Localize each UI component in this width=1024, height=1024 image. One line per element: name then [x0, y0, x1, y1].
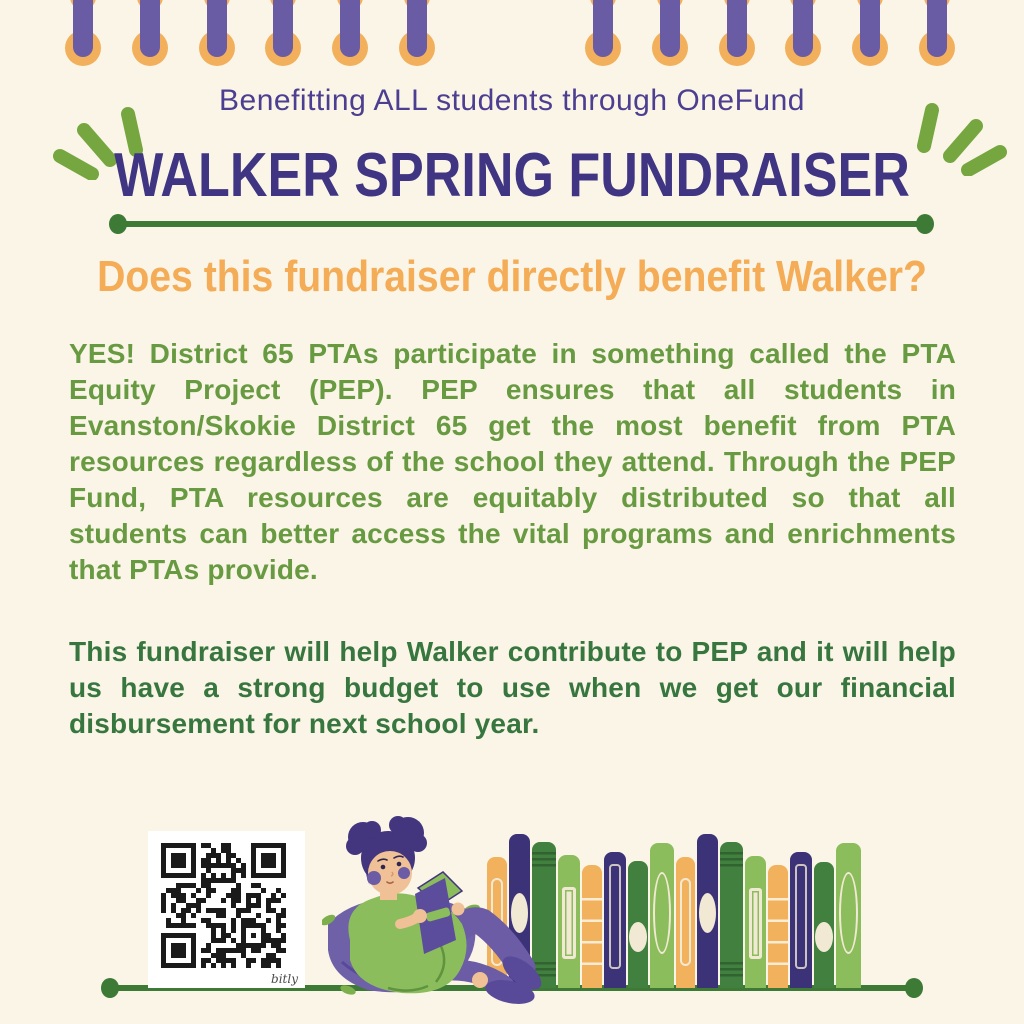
binding-pin: [919, 0, 955, 70]
binding-pin: [399, 0, 435, 70]
book-spine: [676, 857, 695, 988]
question-heading: Does this fundraiser directly benefit Walker?: [97, 252, 927, 301]
book-spine: [814, 862, 834, 988]
bitly-logo: bitly: [271, 972, 298, 986]
binding-pin: [719, 0, 755, 70]
binding-pin: [585, 0, 621, 70]
book-spine: [628, 861, 648, 988]
qr-code: [148, 831, 305, 988]
flyer-title: WALKER SPRING FUNDRAISER: [114, 141, 910, 210]
book-spine: [745, 856, 766, 988]
book-spine: [604, 852, 626, 988]
binding-pin: [652, 0, 688, 70]
book-spine: [720, 842, 743, 988]
reading-girl-illustration: [322, 812, 568, 1008]
binding-pin: [332, 0, 368, 70]
book-spine: [582, 865, 602, 988]
book-spine: [650, 843, 674, 988]
binding-pin: [785, 0, 821, 70]
body-paragraph-pep: YES! District 65 PTAs participate in something called the PTA Equity Project (PEP). PEP ensures that all students in Evanston/Skokie District 65 get the most benefit from PTA resources regardless of the school they attend. Through the PEP Fund, PTA resources are equitably distributed so that all students can better access the vital programs and enrichments that PTAs provide.: [69, 338, 956, 585]
book-spine: [836, 843, 861, 988]
divider-top: [118, 221, 925, 227]
binding-pin: [852, 0, 888, 70]
binding-pin: [199, 0, 235, 70]
binding-pin: [265, 0, 301, 70]
book-spine: [768, 865, 788, 988]
flyer-subtitle: Benefitting ALL students through OneFund: [219, 84, 805, 117]
body-paragraph-fundraiser: This fundraiser will help Walker contribute to PEP and it will help us have a strong budget to use when we get our financial disbursement for next school year.: [69, 636, 956, 739]
binding-pin: [132, 0, 168, 70]
book-spine: [790, 852, 812, 988]
book-spine: [697, 834, 718, 988]
binding-pin: [65, 0, 101, 70]
